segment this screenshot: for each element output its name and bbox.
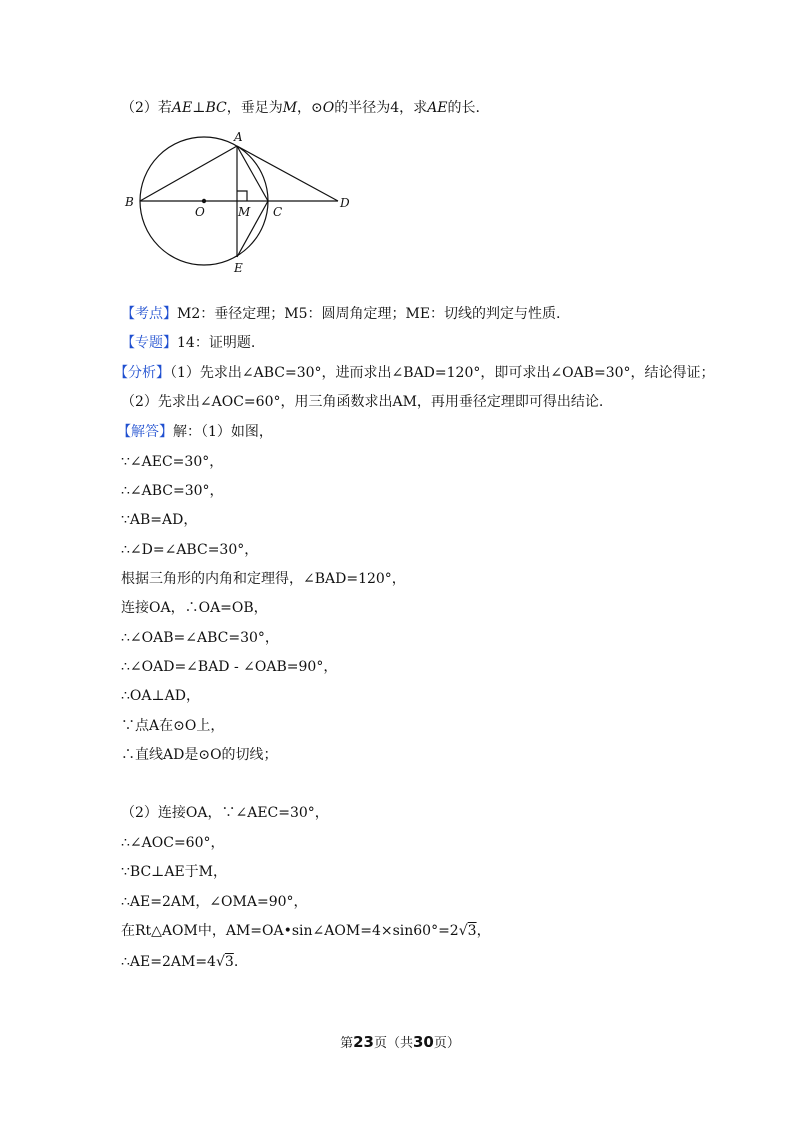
segment-ae: AE: [171, 100, 193, 116]
jieda-intro: 解：（1）如图，: [173, 424, 273, 440]
step-line: ∴∠ABC=30°，: [121, 483, 224, 499]
step-line: （2）连接OA，∵∠AEC=30°，: [121, 805, 329, 821]
kaodian-text: M2：垂径定理；M5：圆周角定理；ME：切线的判定与性质.: [177, 306, 561, 322]
center-dot: [202, 199, 206, 203]
zhuanti-tag: 【专题】: [121, 335, 177, 351]
label-d: D: [340, 196, 350, 210]
final-line-post: .: [233, 954, 239, 970]
question-text-1: ，垂足为: [226, 100, 283, 116]
step-line: ∵∠AEC=30°，: [121, 454, 224, 470]
final-line: [121, 952, 238, 972]
segment-ab: [140, 146, 237, 201]
point-m: M: [282, 100, 298, 116]
kaodian-line: [121, 304, 561, 324]
step-line: ∵BC⊥AE于M，: [121, 864, 227, 880]
segment-bc: BC: [205, 100, 227, 116]
question-prefix: （2）若: [121, 100, 172, 116]
page-total: 30: [413, 1033, 434, 1051]
step-line: ∴OA⊥AD，: [121, 688, 200, 704]
step-line: ∴直线AD是⊙O的切线；: [121, 747, 278, 763]
right-angle-mark: [237, 191, 247, 201]
label-c: C: [273, 205, 283, 219]
step-line: ∵点A在⊙O上，: [121, 718, 225, 734]
rt-line: [121, 921, 491, 941]
kaodian-tag: 【考点】: [121, 306, 177, 322]
sqrt-symbol: √: [458, 923, 468, 939]
zhuanti-line: [121, 333, 255, 353]
question-suffix: 的长.: [447, 100, 480, 116]
footer-text-3: 页）: [433, 1036, 460, 1051]
label-o: O: [195, 205, 205, 219]
final-line-pre: ∴AE=2AM=4: [121, 954, 216, 970]
label-a: A: [234, 130, 243, 144]
step-line: ∴∠OAB=∠ABC=30°，: [121, 630, 279, 646]
fenxi-text-2: （2）先求出∠AOC=60°，用三角函数求出AM，再用垂径定理即可得出结论.: [121, 394, 604, 410]
footer-text-1: 第: [340, 1036, 354, 1051]
step-line: ∴∠D=∠ABC=30°，: [121, 542, 259, 558]
step-line: ∴∠OAD=∠BAD - ∠OAB=90°，: [121, 659, 338, 675]
rt-line-pre: 在Rt△AOM中，AM=OA•sin∠AOM=4×sin60°=2: [121, 923, 459, 939]
footer-text-2: 页（共: [373, 1036, 413, 1051]
perp-symbol: ⊥: [192, 100, 206, 116]
label-m: M: [238, 205, 251, 219]
rt-line-radicand: 3: [467, 923, 477, 939]
question-text-2: ，⊙: [297, 100, 323, 116]
jieda-line: [117, 422, 273, 442]
step-line: ∴AE=2AM，∠OMA=90°，: [121, 894, 308, 910]
jieda-tag: 【解答】: [117, 424, 173, 440]
step-line: 连接OA，∴OA=OB，: [121, 600, 268, 616]
zhuanti-text: 14：证明题.: [177, 335, 256, 351]
step-line: ∵AB=AD，: [121, 512, 198, 528]
question-line: [121, 98, 480, 118]
sqrt-symbol: √: [215, 954, 225, 970]
label-b: B: [125, 195, 134, 209]
label-e: E: [234, 261, 243, 275]
fenxi-line-2: [121, 392, 603, 412]
step-line: ∴∠AOC=60°，: [121, 835, 225, 851]
page-footer: [0, 1032, 800, 1051]
fenxi-tag: 【分析】: [114, 365, 170, 381]
rt-line-post: ，: [476, 923, 491, 939]
fenxi-text-1: （1）先求出∠ABC=30°，进而求出∠BAD=120°，即可求出∠OAB=30°，结论得证；: [170, 365, 715, 381]
page-number: 23: [353, 1033, 374, 1051]
segment-ae-2: AE: [427, 100, 448, 116]
step-line: 根据三角形的内角和定理得，∠BAD=120°，: [121, 571, 406, 587]
point-o: O: [322, 100, 335, 116]
question-text-3: 的半径为4，求: [334, 100, 428, 116]
geometry-figure: [118, 128, 358, 276]
fenxi-line-1: [114, 363, 715, 383]
final-line-radicand: 3: [224, 954, 234, 970]
